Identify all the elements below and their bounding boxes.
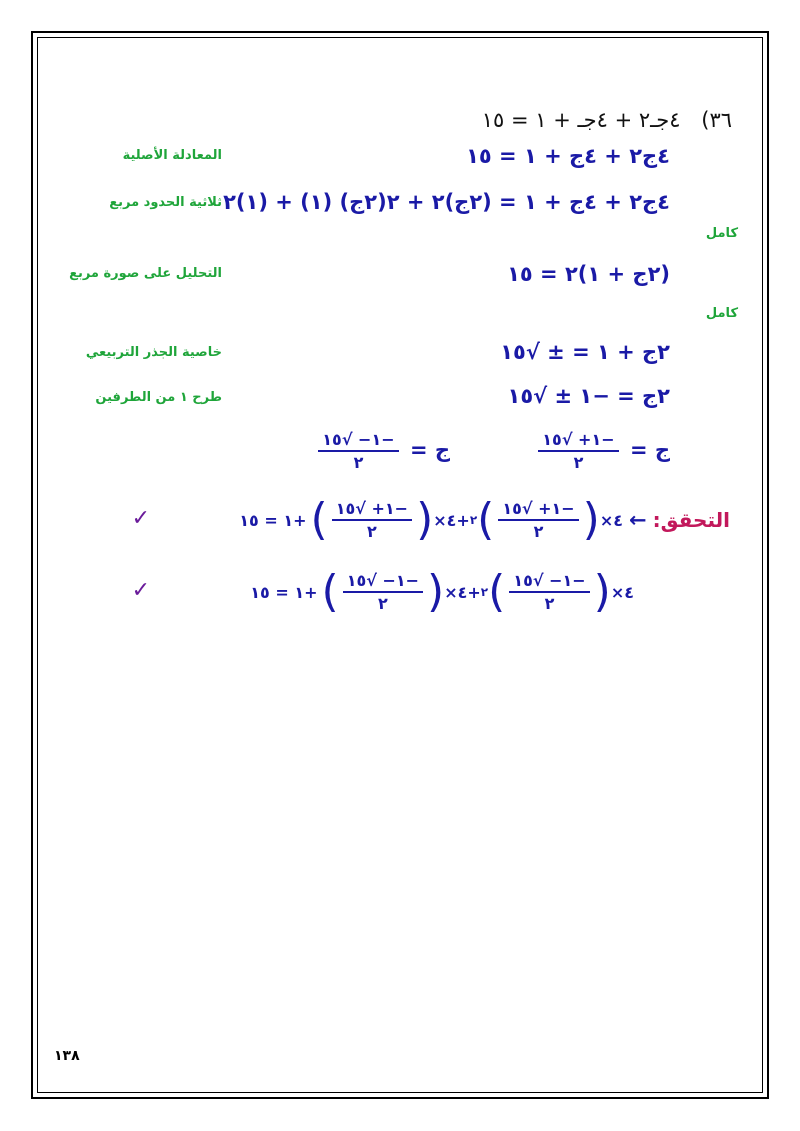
problem-statement-row — [482, 108, 732, 132]
verification-row-2 — [250, 564, 730, 620]
open-paren: ( — [582, 494, 600, 545]
step-equation: ٢ج = −١ ± √١٥ — [507, 384, 670, 408]
solution-fraction — [538, 430, 618, 472]
coefficient: ٤× — [433, 510, 457, 530]
check-fraction — [498, 499, 578, 541]
power: ٢ — [480, 585, 489, 599]
fraction-numerator: −١+ √١٥ — [538, 430, 618, 452]
fraction-numerator: −١+ √١٥ — [498, 499, 578, 521]
fraction-numerator: −١− √١٥ — [318, 430, 398, 452]
solution-2 — [314, 430, 450, 472]
fraction-denominator: ٢ — [573, 453, 584, 472]
step-note: المعادلة الأصلية — [122, 148, 222, 163]
problem-equation: ٤جـ٢ + ٤جـ + ١ = ١٥ — [481, 108, 681, 132]
step-equation: ٢ج + ١ = ± √١٥ — [500, 340, 670, 364]
fraction-denominator: ٢ — [377, 594, 388, 613]
fraction-numerator: −١− √١٥ — [343, 571, 423, 593]
equation-tail: +١ = ١٥ — [239, 510, 307, 530]
open-paren: ( — [416, 494, 434, 545]
solution-1 — [534, 430, 670, 472]
fraction-denominator: ٢ — [367, 522, 377, 541]
page-number: ١٣٨ — [54, 1048, 80, 1064]
close-paren: ) — [321, 566, 339, 617]
close-paren: ) — [310, 494, 328, 545]
power: ٢ — [469, 513, 478, 527]
step-continuation: كامل — [705, 306, 738, 321]
close-paren: ) — [488, 566, 506, 617]
step-note: التحليل على صورة مربع — [69, 266, 222, 281]
equation-tail: +١ = ١٥ — [250, 582, 318, 602]
close-paren: ) — [477, 494, 495, 545]
step-note: طرح ١ من الطرفين — [95, 390, 222, 405]
coefficient: ٤× — [444, 582, 468, 602]
plus-sign: + — [467, 582, 481, 602]
fraction-denominator: ٢ — [533, 522, 544, 541]
arrow-icon: ← — [629, 508, 647, 532]
coefficient: ٤× — [610, 582, 634, 602]
fraction-denominator: ٢ — [544, 594, 555, 613]
step-equation: (٢ج + ١)٢ = ١٥ — [507, 262, 670, 286]
solution-lhs: ج = — [629, 438, 670, 462]
solution-lhs: ج = — [409, 438, 450, 462]
checkmark-icon: ✓ — [131, 578, 150, 603]
step-equation: ٤ج٢ + ٤ج + ١ = (٢ج)٢ + ٢(٢ج) (١) + (١)٢ — [223, 190, 670, 214]
fraction-numerator: −١+ √١٥ — [332, 499, 412, 521]
fraction-denominator: ٢ — [353, 453, 364, 472]
check-fraction — [343, 571, 423, 613]
step-equation: ٤ج٢ + ٤ج + ١ = ١٥ — [466, 144, 670, 168]
solution-fraction — [318, 430, 398, 472]
open-paren: ( — [427, 566, 445, 617]
verification-label: التحقق: — [652, 508, 730, 532]
step-continuation: كامل — [705, 226, 738, 241]
open-paren: ( — [593, 566, 611, 617]
problem-label: ٣٦) — [701, 108, 732, 132]
check-fraction — [332, 499, 412, 541]
verification-row-1 — [239, 492, 730, 548]
checkmark-icon: ✓ — [131, 506, 150, 531]
step-note: خاصية الجذر التربيعي — [85, 345, 222, 360]
plus-sign: + — [456, 510, 470, 530]
fraction-numerator: −١− √١٥ — [509, 571, 589, 593]
check-fraction — [509, 571, 589, 613]
coefficient: ٤× — [599, 510, 624, 530]
step-note: ثلاثية الحدود مربع — [109, 195, 222, 210]
